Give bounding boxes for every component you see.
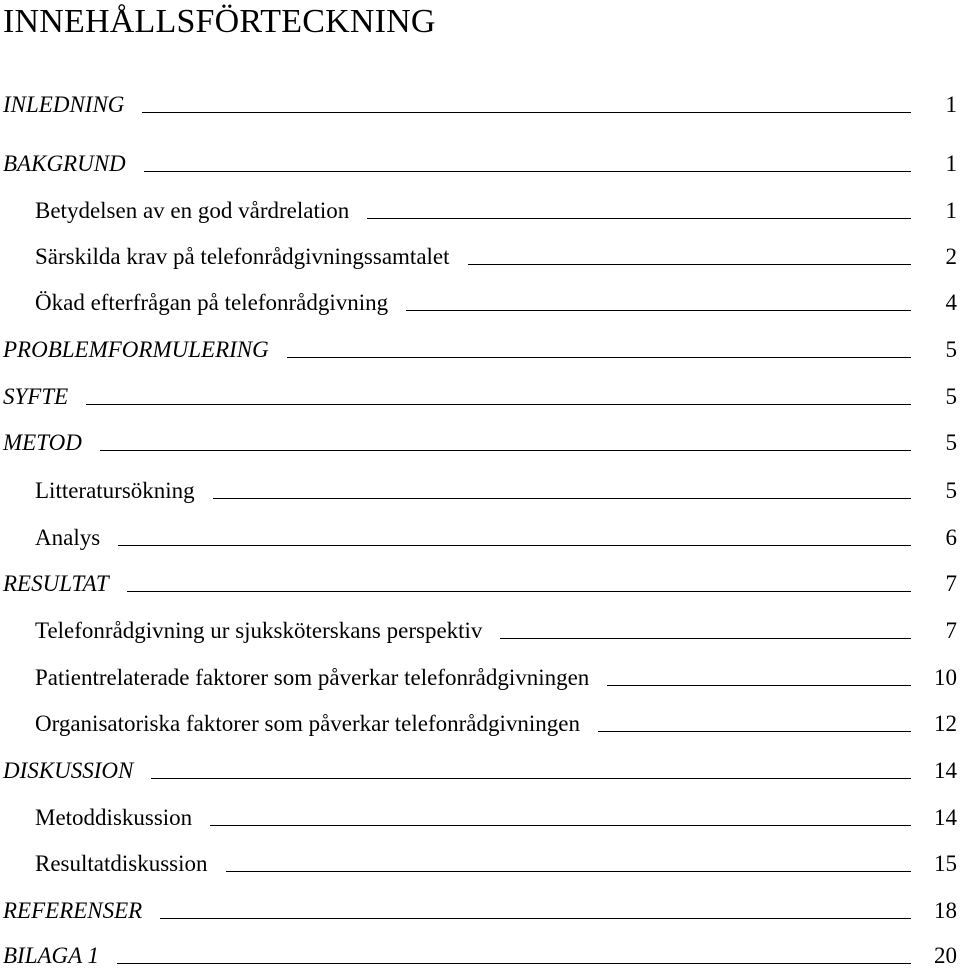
toc-entry-label: Organisatoriska faktorer som påverkar telefonrådgivningen	[35, 711, 580, 736]
toc-entry-inledning[interactable]	[0, 88, 960, 118]
document-title: INNEHÅLLSFÖRTECKNING	[3, 3, 436, 40]
toc-entry-label: Litteratursökning	[35, 478, 195, 503]
leader-line	[406, 309, 911, 311]
leader-line	[144, 170, 911, 172]
leader-line	[127, 590, 911, 592]
leader-line	[367, 217, 911, 219]
toc-page-number: 10	[934, 665, 957, 690]
toc-entry-label: Resultatdiskussion	[35, 851, 208, 876]
toc-page-number: 5	[945, 430, 957, 455]
toc-page-number: 7	[945, 618, 957, 643]
toc-page-number: 15	[934, 851, 957, 876]
leader-line	[142, 111, 911, 113]
leader-line	[468, 263, 911, 265]
leader-line	[118, 544, 911, 546]
toc-entry-label: Patientrelaterade faktorer som påverkar telefonrådgivningen	[35, 665, 590, 690]
toc-entry-okad-efterfragan[interactable]	[0, 286, 960, 316]
toc-entry-label: Analys	[35, 525, 101, 550]
toc-entry-organisatoriska-faktorer[interactable]	[0, 707, 960, 737]
toc-entry-sarskilda-krav[interactable]	[0, 240, 960, 270]
toc-entry-label: PROBLEMFORMULERING	[3, 337, 269, 362]
leader-line	[210, 824, 911, 826]
leader-line	[607, 684, 911, 686]
toc-entry-label: METOD	[3, 430, 82, 455]
toc-entry-label: Särskilda krav på telefonrådgivningssamtalet	[35, 244, 450, 269]
toc-entry-label: Metoddiskussion	[35, 805, 193, 830]
leader-line	[598, 730, 911, 732]
toc-page-number: 5	[945, 478, 957, 503]
toc-page-number: 20	[934, 943, 957, 968]
toc-entry-label: Telefonrådgivning ur sjuksköterskans perspektiv	[35, 618, 483, 643]
toc-entry-label: BAKGRUND	[3, 151, 126, 176]
toc-entry-patientrelaterade-faktorer[interactable]	[0, 661, 960, 691]
toc-page-number: 14	[934, 805, 957, 830]
toc-page-number: 1	[945, 92, 957, 117]
toc-page-number: 18	[934, 898, 957, 923]
toc-entry-metod[interactable]	[0, 426, 960, 456]
toc-entry-resultatdiskussion[interactable]	[0, 847, 960, 877]
toc-entry-betydelsen[interactable]	[0, 194, 960, 224]
toc-entry-problemformulering[interactable]	[0, 333, 960, 363]
toc-entry-label: Ökad efterfrågan på telefonrådgivning	[35, 290, 389, 315]
toc-entry-metoddiskussion[interactable]	[0, 801, 960, 831]
toc-page-number: 5	[945, 337, 957, 362]
toc-page-number: 1	[945, 151, 957, 176]
leader-line	[226, 870, 911, 872]
toc-entry-telefonradgivning-perspektiv[interactable]	[0, 614, 960, 644]
toc-entry-syfte[interactable]	[0, 380, 960, 410]
toc-entry-bilaga-1[interactable]	[0, 939, 960, 969]
toc-entry-resultat[interactable]	[0, 567, 960, 597]
toc-entry-label: RESULTAT	[3, 571, 109, 596]
toc-entry-label: REFERENSER	[3, 898, 143, 923]
toc-entry-label: INLEDNING	[3, 92, 125, 117]
toc-entry-label: DISKUSSION	[3, 758, 134, 783]
toc-page-number: 2	[945, 244, 957, 269]
toc-page-number: 5	[945, 384, 957, 409]
toc-entry-litteratursokning[interactable]	[0, 474, 960, 504]
leader-line	[86, 403, 911, 405]
toc-page-number: 12	[934, 711, 957, 736]
leader-line	[117, 962, 911, 964]
toc-page-number: 6	[945, 525, 957, 550]
toc-entry-diskussion[interactable]	[0, 754, 960, 784]
toc-entry-label: BILAGA 1	[3, 943, 100, 968]
leader-line	[287, 356, 911, 358]
toc-entry-bakgrund[interactable]	[0, 147, 960, 177]
leader-line	[500, 637, 911, 639]
leader-line	[100, 449, 911, 451]
toc-page-number: 7	[945, 571, 957, 596]
toc-page-number: 14	[934, 758, 957, 783]
leader-line	[213, 497, 911, 499]
toc-entry-analys[interactable]	[0, 521, 960, 551]
toc-entry-referenser[interactable]	[0, 894, 960, 924]
leader-line	[160, 917, 911, 919]
toc-page-number: 4	[945, 290, 957, 315]
leader-line	[151, 777, 911, 779]
toc-entry-label: Betydelsen av en god vårdrelation	[35, 198, 350, 223]
toc-entry-label: SYFTE	[3, 384, 69, 409]
toc-page-number: 1	[945, 198, 957, 223]
